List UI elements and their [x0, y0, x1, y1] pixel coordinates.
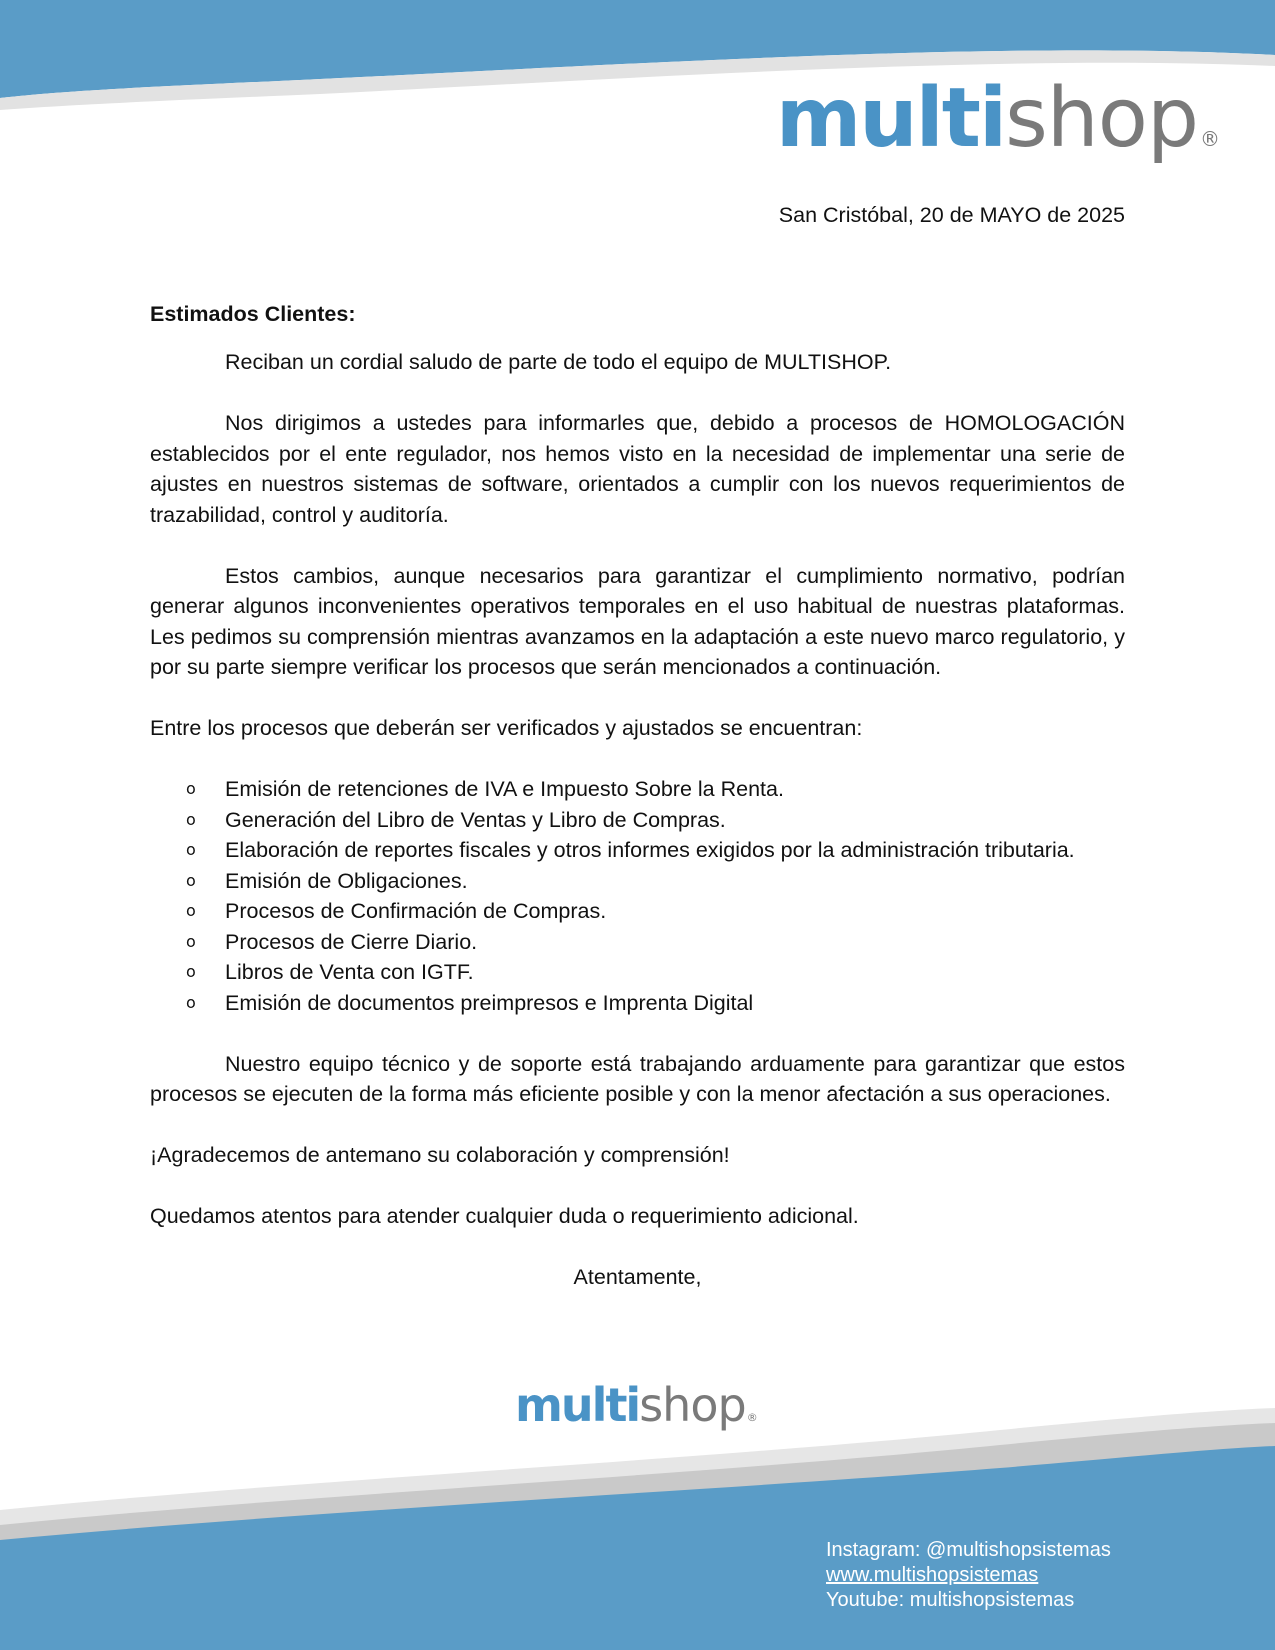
- bullet-circle-icon: o: [186, 901, 196, 920]
- list-item: [150, 896, 1125, 927]
- footer-contact: [826, 1538, 1111, 1613]
- list-intro: Entre los procesos que deberán ser verificados y ajustados se encuentran:: [150, 716, 863, 740]
- process-list: [150, 774, 1125, 1018]
- greeting: Estimados Clientes:: [150, 301, 356, 326]
- instagram-handle: Instagram: @multishopsistemas: [826, 1539, 1111, 1561]
- homologation-paragraph: Nos dirigimos a ustedes para informarles que, debido a procesos de HOMOLOGACIÓN establecidos por el ente regulador, nos hemos visto en la necesidad de implementar una serie de ajustes en nuestros sistemas de software, orientados a cumplir con los nuevos requerimientos de trazabilidad, control y auditoría.: [150, 411, 1125, 527]
- bullet-circle-icon: o: [186, 809, 196, 829]
- youtube-channel: Youtube: multishopsistemas: [826, 1589, 1075, 1611]
- logo-shop: shop: [1005, 71, 1198, 166]
- list-item-text: Procesos de Cierre Diario.: [225, 929, 478, 954]
- changes-paragraph: Estos cambios, aunque necesarios para garantizar el cumplimiento normativo, podrían generar algunos inconvenientes operativos temporales en el uso habitual de nuestras plataformas. Les pedimos su comprensión mientras avanzamos en la adaptación a este nuevo marco regulatorio, y por su parte siempre verificar los procesos que serán mencionados a continuación.: [150, 563, 1125, 679]
- thanks-line: ¡Agradecemos de antemano su colaboración y comprensión!: [150, 1143, 730, 1167]
- list-item-text: Emisión de Obligaciones.: [225, 868, 468, 893]
- list-item: [150, 805, 1125, 836]
- bullet-circle-icon: o: [186, 931, 196, 951]
- list-item: [150, 835, 1125, 866]
- bullet-circle-icon: o: [186, 992, 196, 1012]
- list-item: [150, 957, 1125, 988]
- closing-line: Atentamente,: [573, 1265, 702, 1289]
- list-item-text: Generación del Libro de Ventas y Libro de Compras.: [225, 807, 726, 832]
- logo-registered-mark: ®: [1200, 127, 1220, 151]
- list-item: [150, 988, 1125, 1019]
- logo-multi: multi: [775, 71, 1006, 166]
- list-item-text: Emisión de documentos preimpresos e Imprenta Digital: [225, 990, 754, 1015]
- list-item: [150, 774, 1125, 805]
- bullet-circle-icon: o: [186, 779, 196, 798]
- list-item: [150, 927, 1125, 958]
- header-logo: [775, 71, 1220, 166]
- logo-multi: multi: [515, 1378, 640, 1432]
- list-item-text: Emisión de retenciones de IVA e Impuesto Sobre la Renta.: [225, 777, 784, 801]
- list-item-text: Elaboración de reportes fiscales y otros informes exigidos por la administración tributaria.: [225, 838, 1075, 862]
- intro-paragraph: Reciban un cordial saludo de parte de todo el equipo de MULTISHOP.: [225, 350, 892, 374]
- list-item-text: Libros de Venta con IGTF.: [225, 960, 474, 984]
- team-paragraph: Nuestro equipo técnico y de soporte está trabajando arduamente para garantizar que estos procesos se ejecuten de la forma más eficiente posible y con la menor afectación a sus operaciones.: [150, 1051, 1125, 1106]
- bullet-circle-icon: o: [186, 840, 196, 859]
- list-item: [150, 866, 1125, 897]
- availability-line: Quedamos atentos para atender cualquier duda o requerimiento adicional.: [150, 1204, 859, 1228]
- bullet-circle-icon: o: [186, 870, 196, 890]
- date-line: San Cristóbal, 20 de MAYO de 2025: [778, 203, 1125, 227]
- logo-shop: shop: [639, 1378, 746, 1432]
- letter-body: [150, 200, 1125, 1293]
- logo-registered-mark: ®: [746, 1411, 758, 1424]
- bullet-circle-icon: o: [186, 962, 196, 981]
- website-link[interactable]: www.multishopsistemas: [826, 1564, 1039, 1586]
- list-item-text: Procesos de Confirmación de Compras.: [225, 899, 607, 923]
